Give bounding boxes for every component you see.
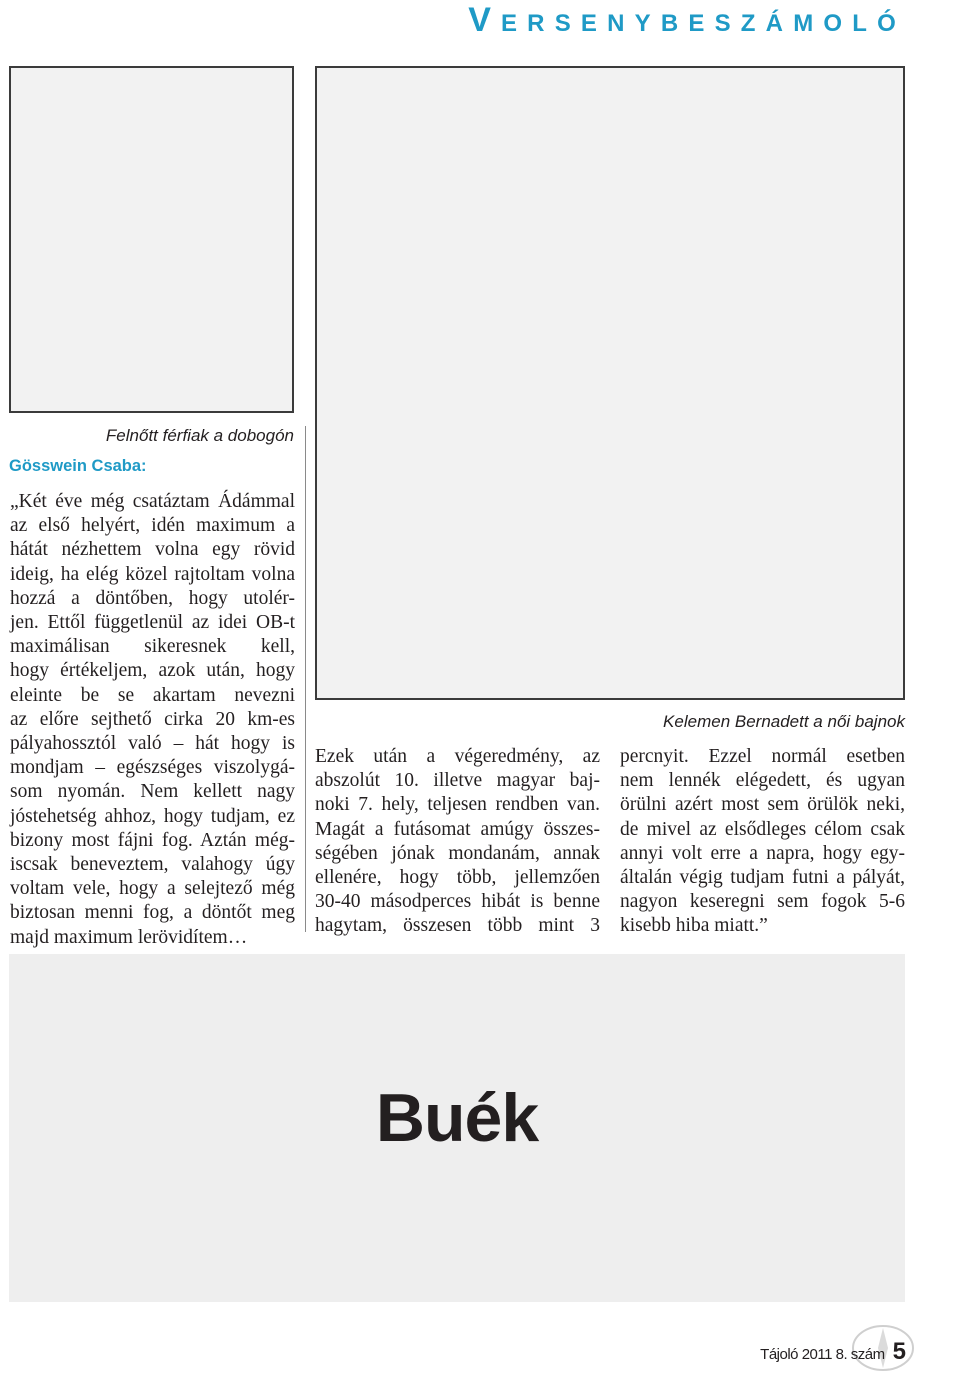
text-line: hogy értékeljem, azok után, hogy (10, 660, 295, 682)
speaker-name: Gösswein Csaba: (9, 457, 147, 475)
text-line: kisebb hiba miatt.” (620, 915, 768, 937)
podium-photo (9, 66, 294, 413)
text-line: hagytam, összesen több mint 3 (315, 915, 600, 937)
article-column-2 (315, 745, 600, 939)
article-column-1 (10, 490, 295, 950)
section-header (468, 0, 906, 40)
text-line: maximálisan sikeresnek kell, (10, 636, 295, 658)
text-line: ellenére, hogy több, jellemzően (315, 867, 600, 889)
article-column-3 (620, 745, 905, 939)
new-year-greeting-box (9, 954, 905, 1302)
text-line: annyi volt erre a napra, hogy egy- (620, 842, 905, 864)
page-number: 5 (892, 1338, 906, 1365)
text-line: percnyit. Ezzel normál esetben (620, 746, 905, 767)
text-line: iscsak beneveztem, valahogy úgy (10, 854, 295, 876)
text-line: eleinte be se akartam nevezni (10, 684, 295, 706)
text-line: nagyon keseregni sem fogok 5-6 (620, 891, 905, 913)
text-line: pályahossztól való – hát hogy is (10, 733, 295, 755)
text-line: voltam vele, hogy a selejtező még (10, 878, 295, 900)
text-line: jen. Ettől függetlenül az idei OB-t (10, 612, 295, 634)
text-line: az előre sejthető cirka 20 km-es (10, 708, 295, 730)
text-line: biztosan menni fog, a döntőt meg (10, 902, 295, 924)
text-line: de mivel az elsődleges célom csak (620, 818, 905, 840)
text-line: nem lennék elégedett, és ugyan (620, 770, 905, 792)
text-line: majd maximum lerövidítem… (10, 926, 248, 948)
magazine-issue: Tájoló 2011 8. szám (760, 1346, 885, 1363)
section-header-initial: V (468, 1, 501, 39)
column-divider (305, 426, 306, 932)
greeting-text: Buék (375, 1080, 539, 1156)
winner-photo-caption: Kelemen Bernadett a női bajnok (663, 712, 905, 731)
text-line: örülni azért most sem örülök neki, (620, 794, 905, 816)
text-line: hozzá a döntőben, hogy utolér- (10, 587, 295, 609)
text-line: bizony most fájni fog. Aztán még- (10, 829, 295, 851)
text-line: 30-40 másodperces hibát is benne (315, 891, 600, 913)
winner-photo (315, 66, 905, 700)
text-line: jóstehetség ahhoz, hogy tudjam, ez (10, 805, 295, 827)
text-line: hátát nézhettem volna egy rövid (10, 539, 295, 561)
text-line: általán végig tudjam futni a pályát, (620, 867, 905, 889)
page-footer (760, 1338, 906, 1366)
podium-photo-caption: Felnőtt férfiak a dobogón (105, 426, 294, 445)
text-line: som nyomán. Nem kellett nagy (10, 781, 295, 803)
text-line: Ezek után a végeredmény, az (315, 746, 600, 767)
text-line: az első helyért, idén maximum a (10, 515, 295, 537)
text-line: abszolút 10. illetve magyar baj- (315, 770, 600, 792)
text-line: mondjam – egészséges viszolygá- (10, 757, 295, 779)
text-line: noki 7. hely, teljesen rendben van. (315, 794, 600, 816)
text-line: ségében jónak mondanám, annak (315, 842, 600, 864)
text-line: „Két éve még csatáztam Ádámmal (10, 491, 295, 512)
text-line: Magát a futásomat amúgy összes- (315, 818, 600, 840)
text-line: ideig, ha elég közel rajtoltam volna (10, 563, 295, 585)
section-header-rest: ERSENYBESZÁMOLÓ (500, 10, 906, 37)
